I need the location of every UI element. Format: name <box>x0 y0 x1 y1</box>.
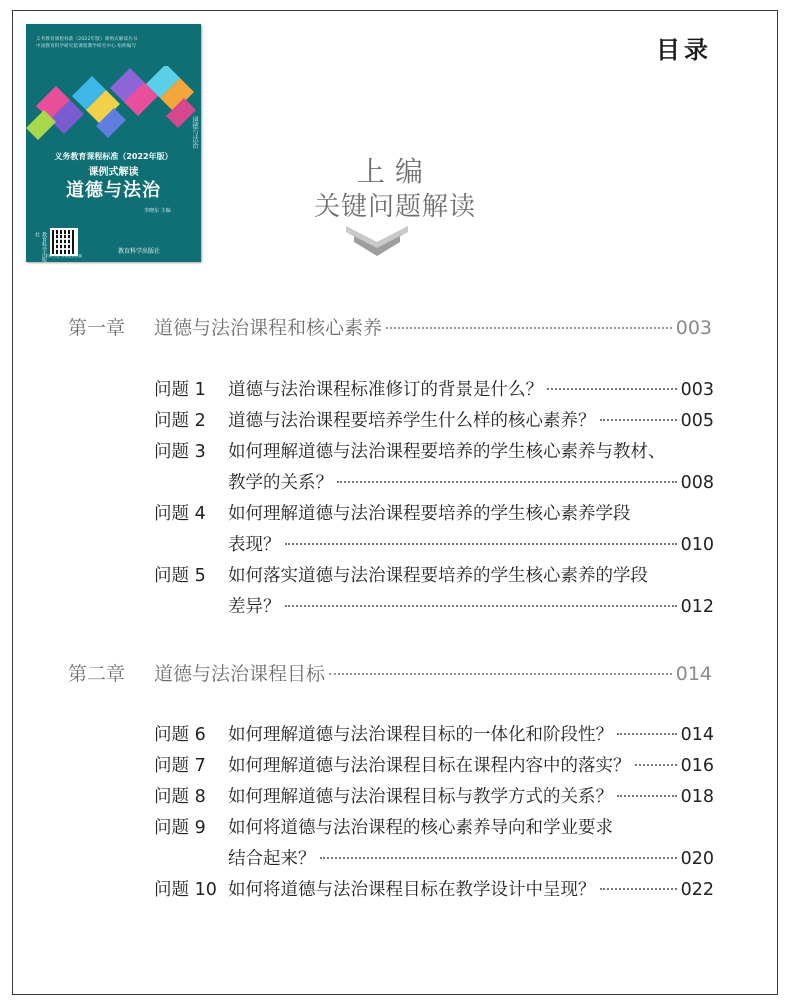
question-number: 问题 6 <box>154 725 206 745</box>
question-number: 问题 2 <box>154 411 206 431</box>
page-number: 010 <box>680 535 714 555</box>
question-row[interactable] <box>154 438 714 463</box>
question-title: 如何理解道德与法治课程目标的一体化和阶段性？ <box>228 725 613 745</box>
question-continuation-row[interactable] <box>228 469 714 494</box>
dot-leader <box>329 673 672 675</box>
page-number: 005 <box>680 411 714 431</box>
page-number: 022 <box>680 880 714 900</box>
question-row[interactable] <box>154 721 714 746</box>
question-continuation-row[interactable] <box>228 845 714 870</box>
cover-subtitle-2: 课例式解读 <box>88 167 139 178</box>
question-title: 差异？ <box>228 597 281 617</box>
question-number: 问题 8 <box>154 787 206 807</box>
question-row[interactable] <box>154 814 714 839</box>
chapter-title: 道德与法治课程和核心素养 <box>154 317 383 339</box>
question-number: 问题 5 <box>154 566 206 586</box>
cover-series: 义务教育课程标准（2022年版）课例式解读丛书 <box>36 37 138 42</box>
question-number: 问题 10 <box>154 880 217 900</box>
chapter-number: 第一章 <box>68 317 126 339</box>
question-number: 问题 4 <box>154 504 206 524</box>
question-number: 问题 1 <box>154 380 206 400</box>
page-number: 003 <box>680 380 714 400</box>
cover-vertical-text: 教育科学出版社 <box>34 232 47 262</box>
cover-author: 李晓东 主编 <box>144 208 171 214</box>
question-title: 结合起来？ <box>228 849 316 869</box>
question-row[interactable] <box>154 876 714 901</box>
dot-leader <box>386 327 672 329</box>
dot-leader <box>547 388 677 390</box>
cover-publisher: 教育科学出版社 <box>118 248 161 255</box>
question-row[interactable] <box>154 783 714 808</box>
question-title: 如何理解道德与法治课程要培养的学生核心素养学段 <box>228 504 631 524</box>
question-row[interactable] <box>154 752 714 777</box>
page-number: 014 <box>680 725 714 745</box>
toc-heading: 目录 <box>656 36 712 64</box>
cover-subtitle: 义务教育课程标准（2022年版） <box>54 152 173 161</box>
question-row[interactable] <box>154 376 714 401</box>
dot-leader <box>285 605 677 607</box>
page-number: 008 <box>680 473 714 493</box>
book-cover <box>26 24 201 262</box>
cover-stripe-graphic <box>26 66 201 146</box>
question-title: 道德与法治课程要培养学生什么样的核心素养？ <box>228 411 596 431</box>
question-row[interactable] <box>154 562 714 587</box>
page-number: 018 <box>680 787 714 807</box>
question-title: 如何理解道德与法治课程要培养的学生核心素养与教材、 <box>228 442 666 462</box>
page-number: 012 <box>680 597 714 617</box>
question-title: 道德与法治课程标准修订的背景是什么？ <box>228 380 543 400</box>
question-title: 表现？ <box>228 535 281 555</box>
chapter-title: 道德与法治课程目标 <box>154 663 326 685</box>
qr-code-icon <box>50 228 78 256</box>
chapter-row[interactable] <box>68 659 712 686</box>
page-number: 016 <box>680 756 714 776</box>
cover-title: 道德与法治 <box>66 180 161 201</box>
dot-leader <box>635 764 677 766</box>
dot-leader <box>337 481 677 483</box>
dot-leader <box>285 543 677 545</box>
page-number: 003 <box>675 317 712 339</box>
double-chevron-down-icon <box>344 224 410 258</box>
question-title: 如何将道德与法治课程目标在教学设计中呈现？ <box>228 880 596 900</box>
dot-leader <box>617 795 677 797</box>
question-number: 问题 3 <box>154 442 206 462</box>
cover-qr-caption: 扫码关注 获取配套资源 <box>45 254 83 258</box>
question-continuation-row[interactable] <box>228 593 714 618</box>
question-title: 如何理解道德与法治课程目标在课程内容中的落实？ <box>228 756 631 776</box>
question-number: 问题 9 <box>154 818 206 838</box>
question-row[interactable] <box>154 500 714 525</box>
question-continuation-row[interactable] <box>228 531 714 556</box>
part-label: 上编 <box>356 155 433 188</box>
page-number: 020 <box>680 849 714 869</box>
question-title: 如何落实道德与法治课程要培养的学生核心素养的学段 <box>228 566 648 586</box>
question-title: 如何理解道德与法治课程目标与教学方式的关系？ <box>228 787 613 807</box>
dot-leader <box>320 857 677 859</box>
dot-leader <box>617 733 677 735</box>
question-number: 问题 7 <box>154 756 206 776</box>
cover-spine-text: 道德与法治 <box>191 116 199 149</box>
question-title: 教学的关系？ <box>228 473 333 493</box>
dot-leader <box>600 888 677 890</box>
cover-series-text <box>36 36 186 50</box>
part-title: 关键问题解读 <box>313 192 476 222</box>
page-number: 014 <box>675 663 712 685</box>
chapter-number: 第二章 <box>68 663 126 685</box>
question-title: 如何将道德与法治课程的核心素养导向和学业要求 <box>228 818 613 838</box>
cover-series-org: 中国教育科学研究院课程教学研究中心 组织编写 <box>36 44 137 49</box>
dot-leader <box>600 419 677 421</box>
question-row[interactable] <box>154 407 714 432</box>
chapter-row[interactable] <box>68 313 712 340</box>
